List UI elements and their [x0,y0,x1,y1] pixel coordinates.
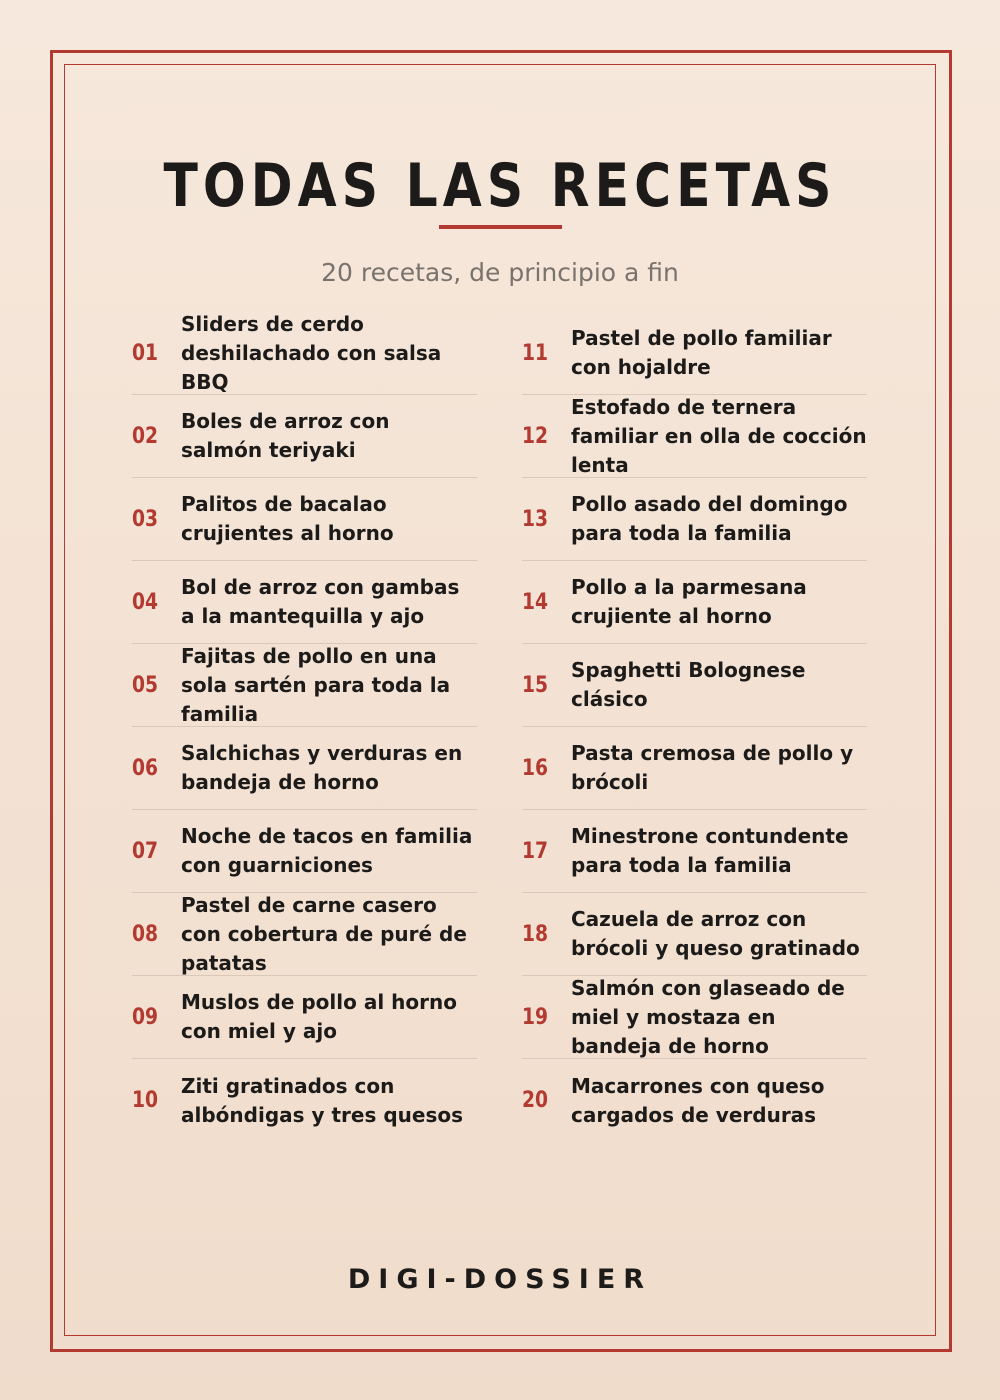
recipe-title: Muslos de pollo al horno con miel y ajo [181,990,457,1043]
recipe-title: Macarrones con queso cargados de verduras [571,1073,825,1127]
recipe-number: 10 [132,1088,159,1113]
recipe-number: 17 [522,838,549,864]
recipe-number: 14 [522,589,549,615]
recipe-title: Pastel de pollo familiar con hojaldre [571,326,832,379]
recipe-item [522,893,867,976]
recipe-list-right [522,312,867,1142]
recipe-item [132,893,477,976]
recipe-item [522,976,867,1059]
recipe-title: Pollo asado del domingo para toda la familia [571,492,848,545]
recipe-number: 15 [522,672,549,698]
recipe-title: Estofado de ternera familiar en olla de cocción lenta [571,394,867,477]
recipe-title: Bol de arroz con gambas a la mantequilla y ajo [181,575,460,628]
recipe-title: Ziti gratinados con albóndigas y tres quesos [181,1073,464,1127]
recipe-number: 09 [132,1004,159,1030]
recipe-number: 11 [522,340,549,366]
recipe-number: 06 [132,755,159,781]
recipe-title: Pastel de carne casero con cobertura de puré de patatas [181,892,467,975]
recipe-title: Pasta cremosa de pollo y brócoli [571,741,854,794]
recipe-title: Minestrone contundente para toda la familia [571,824,849,877]
page-title: TODAS LAS RECETAS [163,151,837,221]
recipe-item [522,312,867,395]
recipe-number: 04 [132,589,159,615]
recipe-item [522,478,867,561]
title-underline [439,225,562,229]
recipe-number: 13 [522,506,549,532]
recipe-title: Palitos de bacalao crujientes al horno [181,492,394,545]
recipe-item [132,395,477,478]
recipe-item [522,561,867,644]
recipe-item [132,312,477,395]
recipe-number: 12 [522,423,549,449]
recipe-item [522,810,867,893]
recipe-number: 20 [522,1088,549,1113]
recipe-item [132,644,477,727]
recipe-number: 03 [132,506,159,532]
recipe-number: 02 [132,423,159,449]
page-subtitle: 20 recetas, de principio a fin [321,258,679,287]
recipe-number: 19 [522,1004,549,1030]
recipe-title: Noche de tacos en familia con guarniciones [181,824,473,877]
footer-brand: DIGI-DOSSIER [347,1264,653,1295]
recipe-item [522,1059,867,1142]
recipe-list-left [132,312,477,1142]
recipe-item [132,810,477,893]
recipe-item [132,561,477,644]
recipe-title: Salmón con glaseado de miel y mostaza en bandeja de horno [571,975,845,1058]
recipe-number: 16 [522,755,549,781]
recipe-title: Salchichas y verduras en bandeja de horno [181,741,463,794]
recipe-item [522,395,867,478]
recipe-title: Sliders de cerdo deshilachado con salsa BBQ [181,311,442,394]
recipe-number: 01 [132,340,159,366]
recipe-number: 07 [132,838,159,864]
recipe-item [522,727,867,810]
recipe-item [132,478,477,561]
recipe-number: 08 [132,921,159,947]
recipe-item [132,976,477,1059]
recipe-title: Pollo a la parmesana crujiente al horno [571,575,807,628]
recipe-title: Cazuela de arroz con brócoli y queso gratinado [571,907,860,960]
recipe-item [522,644,867,727]
recipe-title: Boles de arroz con salmón teriyaki [181,409,390,462]
recipe-item [132,727,477,810]
recipe-title: Spaghetti Bolognese clásico [571,658,806,711]
recipe-number: 05 [132,672,159,698]
recipe-title: Fajitas de pollo en una sola sartén para toda la familia [181,643,451,726]
recipe-item [132,1059,477,1142]
recipe-number: 18 [522,921,549,947]
